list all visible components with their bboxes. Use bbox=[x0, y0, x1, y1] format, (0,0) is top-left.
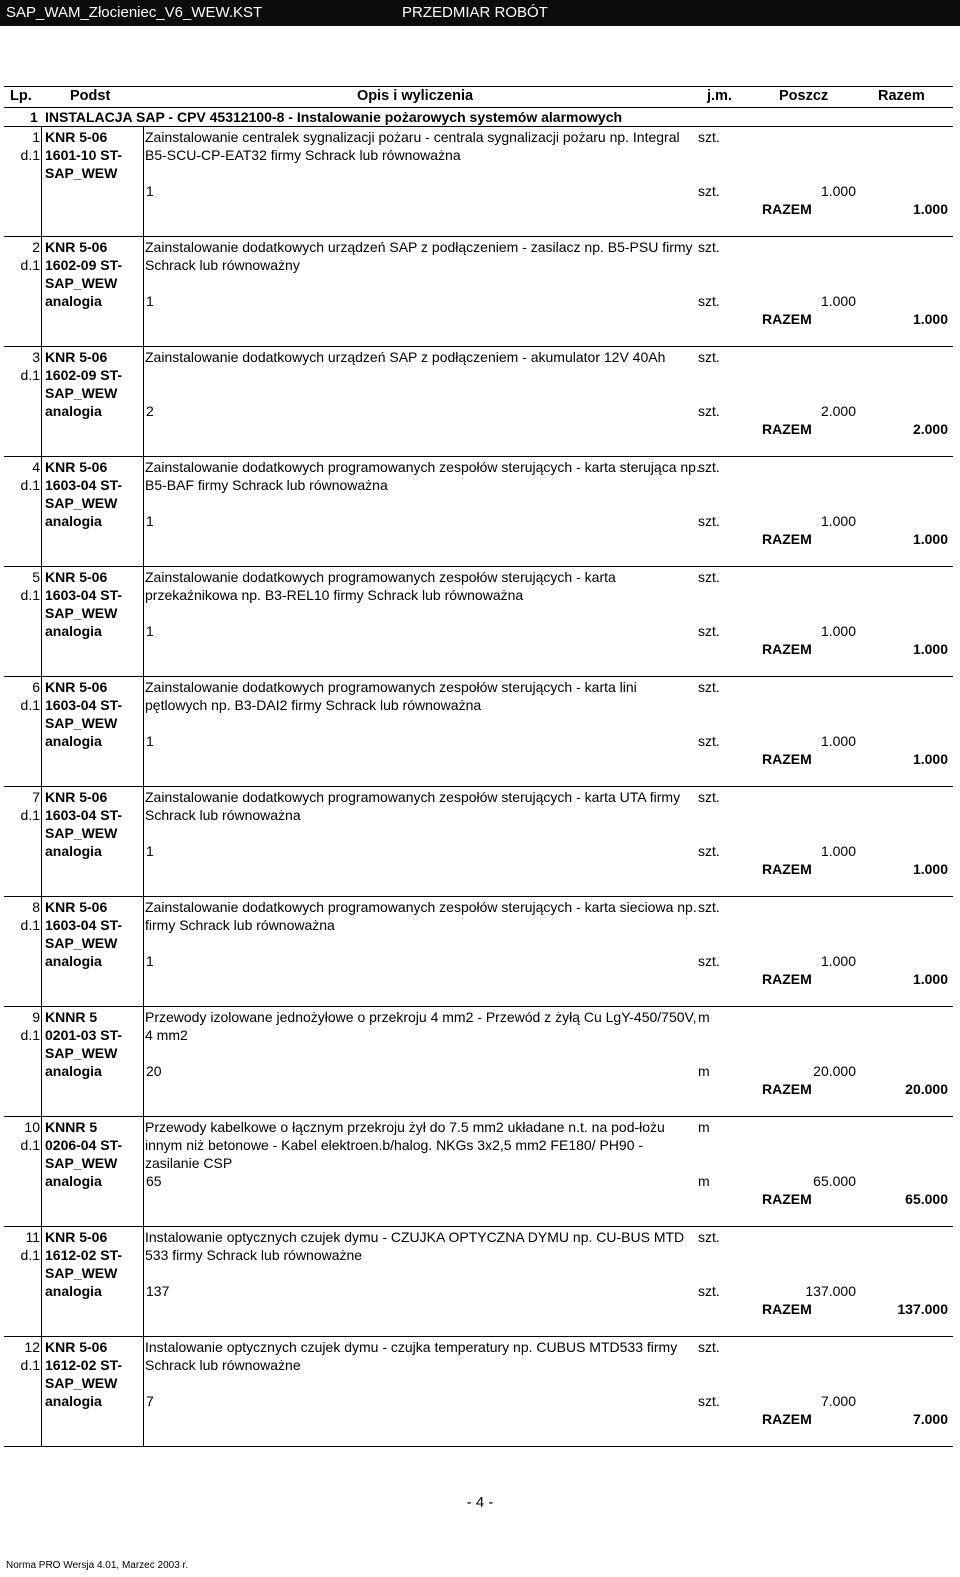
row-divider bbox=[143, 1337, 144, 1446]
basis-line: 1602-09 ST- bbox=[45, 367, 123, 383]
table-row bbox=[4, 1007, 953, 1117]
row-divider bbox=[41, 1007, 42, 1116]
item-lp: 11 bbox=[25, 1229, 40, 1245]
row-divider bbox=[143, 1007, 144, 1116]
section-number: 1 bbox=[30, 109, 38, 125]
item-basis bbox=[45, 458, 141, 530]
basis-line: analogia bbox=[45, 1063, 102, 1079]
table-row bbox=[4, 897, 953, 1007]
razem-label: RAZEM bbox=[762, 531, 812, 547]
item-lp: 10 bbox=[24, 1119, 40, 1135]
razem-label: RAZEM bbox=[762, 1411, 812, 1427]
razem-total: 1.000 bbox=[912, 861, 948, 877]
calc-quantity: 1 bbox=[146, 843, 154, 859]
item-description: Zainstalowanie dodatkowych programowanych zespołów sterujących - karta lini pętlowych np. B3-DAI2 firmy Schrack lub równoważna bbox=[145, 679, 637, 713]
row-divider bbox=[41, 237, 42, 346]
calc-quantity: 1 bbox=[146, 623, 154, 639]
basis-line: SAP_WEW bbox=[45, 825, 118, 841]
item-description: Instalowanie optycznych czujek dymu - CZUJKA OPTYCZNA DYMU np. CU-BUS MTD 533 firmy Schrack lub równoważne bbox=[145, 1229, 685, 1263]
item-lp-sub: d.1 bbox=[20, 257, 40, 273]
calc-quantity: 1 bbox=[146, 733, 154, 749]
item-basis bbox=[45, 568, 141, 640]
razem-total: 65.000 bbox=[905, 1191, 948, 1207]
item-description: Zainstalowanie dodatkowych urządzeń SAP z podłączeniem - zasilacz np. B5-PSU firmy Schrack lub równoważny bbox=[145, 239, 693, 273]
razem-label: RAZEM bbox=[762, 641, 812, 657]
razem-total: 1.000 bbox=[912, 201, 948, 217]
calc-unit: szt. bbox=[698, 293, 720, 309]
item-lp: 7 bbox=[32, 789, 40, 805]
item-number bbox=[6, 898, 40, 934]
basis-line: KNR 5-06 bbox=[45, 1229, 108, 1245]
basis-line: analogia bbox=[45, 953, 102, 969]
item-lp: 1 bbox=[32, 129, 40, 145]
basis-line: SAP_WEW bbox=[45, 495, 118, 511]
item-lp: 4 bbox=[32, 459, 40, 475]
calc-unit: m bbox=[698, 1173, 710, 1189]
item-basis bbox=[45, 128, 141, 182]
basis-line: 1612-02 ST- bbox=[45, 1357, 123, 1373]
item-number bbox=[6, 1118, 40, 1154]
item-number bbox=[6, 1008, 40, 1044]
item-unit: szt. bbox=[698, 679, 720, 695]
calc-value: 1.000 bbox=[820, 293, 856, 309]
calc-unit: szt. bbox=[698, 953, 720, 969]
row-divider bbox=[143, 457, 144, 566]
calc-quantity: 65 bbox=[146, 1173, 162, 1189]
basis-line: analogia bbox=[45, 513, 102, 529]
basis-line: KNR 5-06 bbox=[45, 1339, 108, 1355]
item-lp-sub: d.1 bbox=[20, 1357, 40, 1373]
item-unit: m bbox=[698, 1119, 710, 1135]
row-divider bbox=[143, 1117, 144, 1226]
document-title: PRZEDMIAR ROBÓT bbox=[402, 4, 548, 21]
item-basis bbox=[45, 898, 141, 970]
basis-line: KNR 5-06 bbox=[45, 459, 108, 475]
item-lp-sub: d.1 bbox=[20, 1027, 40, 1043]
basis-line: SAP_WEW bbox=[45, 605, 118, 621]
basis-line: 1603-04 ST- bbox=[45, 477, 123, 493]
basis-line: SAP_WEW bbox=[45, 1265, 118, 1281]
basis-line: 1612-02 ST- bbox=[45, 1247, 123, 1263]
item-basis bbox=[45, 238, 141, 310]
item-lp-sub: d.1 bbox=[20, 807, 40, 823]
calc-unit: m bbox=[698, 1063, 710, 1079]
basis-line: KNNR 5 bbox=[45, 1009, 98, 1025]
col-podst: Podst bbox=[70, 88, 111, 104]
calc-quantity: 1 bbox=[146, 953, 154, 969]
razem-total: 2.000 bbox=[912, 421, 948, 437]
item-lp: 6 bbox=[32, 679, 40, 695]
basis-line: 0201-03 ST- bbox=[45, 1027, 123, 1043]
item-lp-sub: d.1 bbox=[20, 147, 40, 163]
calc-value: 65.000 bbox=[813, 1173, 856, 1189]
calc-value: 137.000 bbox=[805, 1283, 856, 1299]
item-lp: 3 bbox=[32, 349, 40, 365]
basis-line: analogia bbox=[45, 1173, 102, 1189]
item-unit: szt. bbox=[698, 459, 720, 475]
razem-total: 137.000 bbox=[897, 1301, 948, 1317]
row-divider bbox=[143, 127, 144, 236]
col-opis: Opis i wyliczenia bbox=[357, 88, 474, 104]
item-basis bbox=[45, 678, 141, 750]
item-number bbox=[6, 128, 40, 164]
item-basis bbox=[45, 788, 141, 860]
calc-value: 1.000 bbox=[820, 623, 856, 639]
item-basis bbox=[45, 1118, 141, 1190]
table-row bbox=[4, 347, 953, 457]
basis-line: SAP_WEW bbox=[45, 165, 118, 181]
basis-line: KNNR 5 bbox=[45, 1119, 98, 1135]
basis-line: KNR 5-06 bbox=[45, 129, 108, 145]
row-divider bbox=[41, 1117, 42, 1226]
item-unit: szt. bbox=[698, 569, 720, 585]
razem-total: 1.000 bbox=[912, 971, 948, 987]
row-divider bbox=[143, 567, 144, 676]
row-divider bbox=[143, 897, 144, 1006]
row-divider bbox=[143, 237, 144, 346]
calc-value: 1.000 bbox=[820, 183, 856, 199]
calc-value: 1.000 bbox=[820, 843, 856, 859]
calc-unit: szt. bbox=[698, 1393, 720, 1409]
item-unit: szt. bbox=[698, 1339, 720, 1355]
table-row bbox=[4, 787, 953, 897]
item-description: Instalowanie optycznych czujek dymu - czujka temperatury np. CUBUS MTD533 firmy Schrack lub równoważne bbox=[145, 1339, 678, 1373]
basis-line: 1603-04 ST- bbox=[45, 807, 123, 823]
basis-line: analogia bbox=[45, 733, 102, 749]
calc-value: 1.000 bbox=[820, 953, 856, 969]
row-divider bbox=[41, 677, 42, 786]
table-header bbox=[4, 86, 953, 108]
basis-line: analogia bbox=[45, 403, 102, 419]
basis-line: KNR 5-06 bbox=[45, 349, 108, 365]
basis-line: 1602-09 ST- bbox=[45, 257, 123, 273]
item-unit: szt. bbox=[698, 129, 720, 145]
item-lp: 8 bbox=[32, 899, 40, 915]
basis-line: analogia bbox=[45, 623, 102, 639]
section-row bbox=[4, 108, 953, 127]
calc-unit: szt. bbox=[698, 1283, 720, 1299]
razem-total: 20.000 bbox=[905, 1081, 948, 1097]
item-unit: szt. bbox=[698, 349, 720, 365]
item-number bbox=[6, 568, 40, 604]
calc-value: 20.000 bbox=[813, 1063, 856, 1079]
item-description: Zainstalowanie centralek sygnalizacji pożaru - centrala sygnalizacji pożaru np. Integral B5-SCU-CP-EAT32 firmy Schrack lub równoważna bbox=[145, 129, 680, 163]
table-row bbox=[4, 237, 953, 347]
item-number bbox=[6, 678, 40, 714]
basis-line: KNR 5-06 bbox=[45, 899, 108, 915]
item-lp: 12 bbox=[24, 1339, 40, 1355]
item-lp-sub: d.1 bbox=[20, 587, 40, 603]
basis-line: 0206-04 ST- bbox=[45, 1137, 123, 1153]
item-description: Zainstalowanie dodatkowych programowanych zespołów sterujących - karta sterująca np. B5-BAF firmy Schrack lub równoważna bbox=[145, 459, 700, 493]
calc-value: 7.000 bbox=[820, 1393, 856, 1409]
item-unit: szt. bbox=[698, 1229, 720, 1245]
item-lp-sub: d.1 bbox=[20, 1137, 40, 1153]
calc-quantity: 1 bbox=[146, 183, 154, 199]
basis-line: 1601-10 ST- bbox=[45, 147, 123, 163]
row-divider bbox=[41, 1337, 42, 1446]
row-divider bbox=[41, 787, 42, 896]
basis-line: analogia bbox=[45, 843, 102, 859]
item-description: Przewody izolowane jednożyłowe o przekroju 4 mm2 - Przewód z żyłą Cu LgY-450/750V, 4 mm2 bbox=[145, 1009, 697, 1043]
calc-quantity: 1 bbox=[146, 513, 154, 529]
row-divider bbox=[41, 897, 42, 1006]
razem-label: RAZEM bbox=[762, 311, 812, 327]
col-razem: Razem bbox=[878, 88, 925, 104]
calc-unit: szt. bbox=[698, 403, 720, 419]
table-row bbox=[4, 1227, 953, 1337]
row-divider bbox=[41, 1227, 42, 1336]
item-number bbox=[6, 788, 40, 824]
basis-line: SAP_WEW bbox=[45, 715, 118, 731]
section-title: INSTALACJA SAP - CPV 45312100-8 - Instalowanie pożarowych systemów alarmowych bbox=[45, 109, 623, 125]
razem-total: 1.000 bbox=[912, 311, 948, 327]
razem-label: RAZEM bbox=[762, 421, 812, 437]
item-description: Przewody kabelkowe o łącznym przekroju żył do 7.5 mm2 układane n.t. na pod-łożu innym niż betonowe - Kabel elektroen.b/halog. NKGs 3x2,5 mm2 FE180/ PH90 - zasilanie CSP bbox=[145, 1119, 665, 1171]
table-row bbox=[4, 127, 953, 237]
item-lp: 9 bbox=[32, 1009, 40, 1025]
item-basis bbox=[45, 348, 141, 420]
razem-total: 7.000 bbox=[912, 1411, 948, 1427]
table-row bbox=[4, 1117, 953, 1227]
col-lp: Lp. bbox=[10, 88, 32, 104]
razem-label: RAZEM bbox=[762, 1191, 812, 1207]
razem-label: RAZEM bbox=[762, 1081, 812, 1097]
table-row bbox=[4, 677, 953, 787]
item-basis bbox=[45, 1338, 141, 1410]
table-row bbox=[4, 457, 953, 567]
item-number bbox=[6, 1338, 40, 1374]
razem-label: RAZEM bbox=[762, 201, 812, 217]
file-name: SAP_WAM_Złocieniec_V6_WEW.KST bbox=[6, 4, 263, 21]
item-lp-sub: d.1 bbox=[20, 697, 40, 713]
item-number bbox=[6, 348, 40, 384]
item-lp: 2 bbox=[32, 239, 40, 255]
item-lp-sub: d.1 bbox=[20, 917, 40, 933]
basis-line: 1603-04 ST- bbox=[45, 587, 123, 603]
item-unit: szt. bbox=[698, 899, 720, 915]
row-divider bbox=[143, 677, 144, 786]
calc-quantity: 7 bbox=[146, 1393, 154, 1409]
item-lp: 5 bbox=[32, 569, 40, 585]
row-divider bbox=[143, 347, 144, 456]
item-description: Zainstalowanie dodatkowych programowanych zespołów sterujących - karta przekaźnikowa np. B3-REL10 firmy Schrack lub równoważna bbox=[145, 569, 616, 603]
calc-unit: szt. bbox=[698, 513, 720, 529]
table-row bbox=[4, 1337, 953, 1447]
basis-line: analogia bbox=[45, 293, 102, 309]
calc-unit: szt. bbox=[698, 733, 720, 749]
item-description: Zainstalowanie dodatkowych urządzeń SAP z podłączeniem - akumulator 12V 40Ah bbox=[145, 349, 666, 365]
razem-label: RAZEM bbox=[762, 971, 812, 987]
item-number bbox=[6, 458, 40, 494]
document-header-bar bbox=[0, 0, 960, 26]
calc-quantity: 2 bbox=[146, 403, 154, 419]
razem-label: RAZEM bbox=[762, 861, 812, 877]
row-divider bbox=[143, 787, 144, 896]
calc-quantity: 20 bbox=[146, 1063, 162, 1079]
calc-value: 1.000 bbox=[820, 513, 856, 529]
footer-note: Norma PRO Wersja 4.01, Marzec 2003 r. bbox=[6, 1560, 189, 1571]
basis-line: SAP_WEW bbox=[45, 1155, 118, 1171]
basis-line: SAP_WEW bbox=[45, 935, 118, 951]
calc-unit: szt. bbox=[698, 843, 720, 859]
basis-line: KNR 5-06 bbox=[45, 679, 108, 695]
item-description: Zainstalowanie dodatkowych programowanych zespołów sterujących - karta UTA firmy Schrack lub równoważna bbox=[145, 789, 681, 823]
item-number bbox=[6, 238, 40, 274]
calc-value: 1.000 bbox=[820, 733, 856, 749]
cost-estimate-table bbox=[4, 86, 953, 1447]
basis-line: SAP_WEW bbox=[45, 385, 118, 401]
razem-total: 1.000 bbox=[912, 641, 948, 657]
basis-line: KNR 5-06 bbox=[45, 569, 108, 585]
item-lp-sub: d.1 bbox=[20, 1247, 40, 1263]
item-basis bbox=[45, 1008, 141, 1080]
item-lp-sub: d.1 bbox=[20, 367, 40, 383]
basis-line: SAP_WEW bbox=[45, 275, 118, 291]
item-rows bbox=[4, 127, 953, 1447]
basis-line: 1603-04 ST- bbox=[45, 917, 123, 933]
item-basis bbox=[45, 1228, 141, 1300]
table-row bbox=[4, 567, 953, 677]
row-divider bbox=[143, 1227, 144, 1336]
row-divider bbox=[41, 127, 42, 236]
item-unit: szt. bbox=[698, 239, 720, 255]
razem-total: 1.000 bbox=[912, 531, 948, 547]
razem-label: RAZEM bbox=[762, 1301, 812, 1317]
item-description: Zainstalowanie dodatkowych programowanych zespołów sterujących - karta sieciowa np. firmy Schrack lub równoważna bbox=[145, 899, 697, 933]
basis-line: analogia bbox=[45, 1283, 102, 1299]
item-unit: szt. bbox=[698, 789, 720, 805]
col-poszcz: Poszcz bbox=[779, 88, 829, 104]
basis-line: 1603-04 ST- bbox=[45, 697, 123, 713]
calc-unit: szt. bbox=[698, 623, 720, 639]
calc-quantity: 1 bbox=[146, 293, 154, 309]
calc-quantity: 137 bbox=[146, 1283, 170, 1299]
row-divider bbox=[41, 567, 42, 676]
razem-total: 1.000 bbox=[912, 751, 948, 767]
basis-line: analogia bbox=[45, 1393, 102, 1409]
item-unit: m bbox=[698, 1009, 710, 1025]
basis-line: KNR 5-06 bbox=[45, 789, 108, 805]
item-lp-sub: d.1 bbox=[20, 477, 40, 493]
row-divider bbox=[41, 457, 42, 566]
col-jm: j.m. bbox=[707, 88, 732, 104]
row-divider bbox=[41, 347, 42, 456]
basis-line: SAP_WEW bbox=[45, 1375, 118, 1391]
calc-unit: szt. bbox=[698, 183, 720, 199]
item-number bbox=[6, 1228, 40, 1264]
razem-label: RAZEM bbox=[762, 751, 812, 767]
basis-line: SAP_WEW bbox=[45, 1045, 118, 1061]
basis-line: KNR 5-06 bbox=[45, 239, 108, 255]
page-number: - 4 - bbox=[466, 1494, 494, 1511]
calc-value: 2.000 bbox=[820, 403, 856, 419]
